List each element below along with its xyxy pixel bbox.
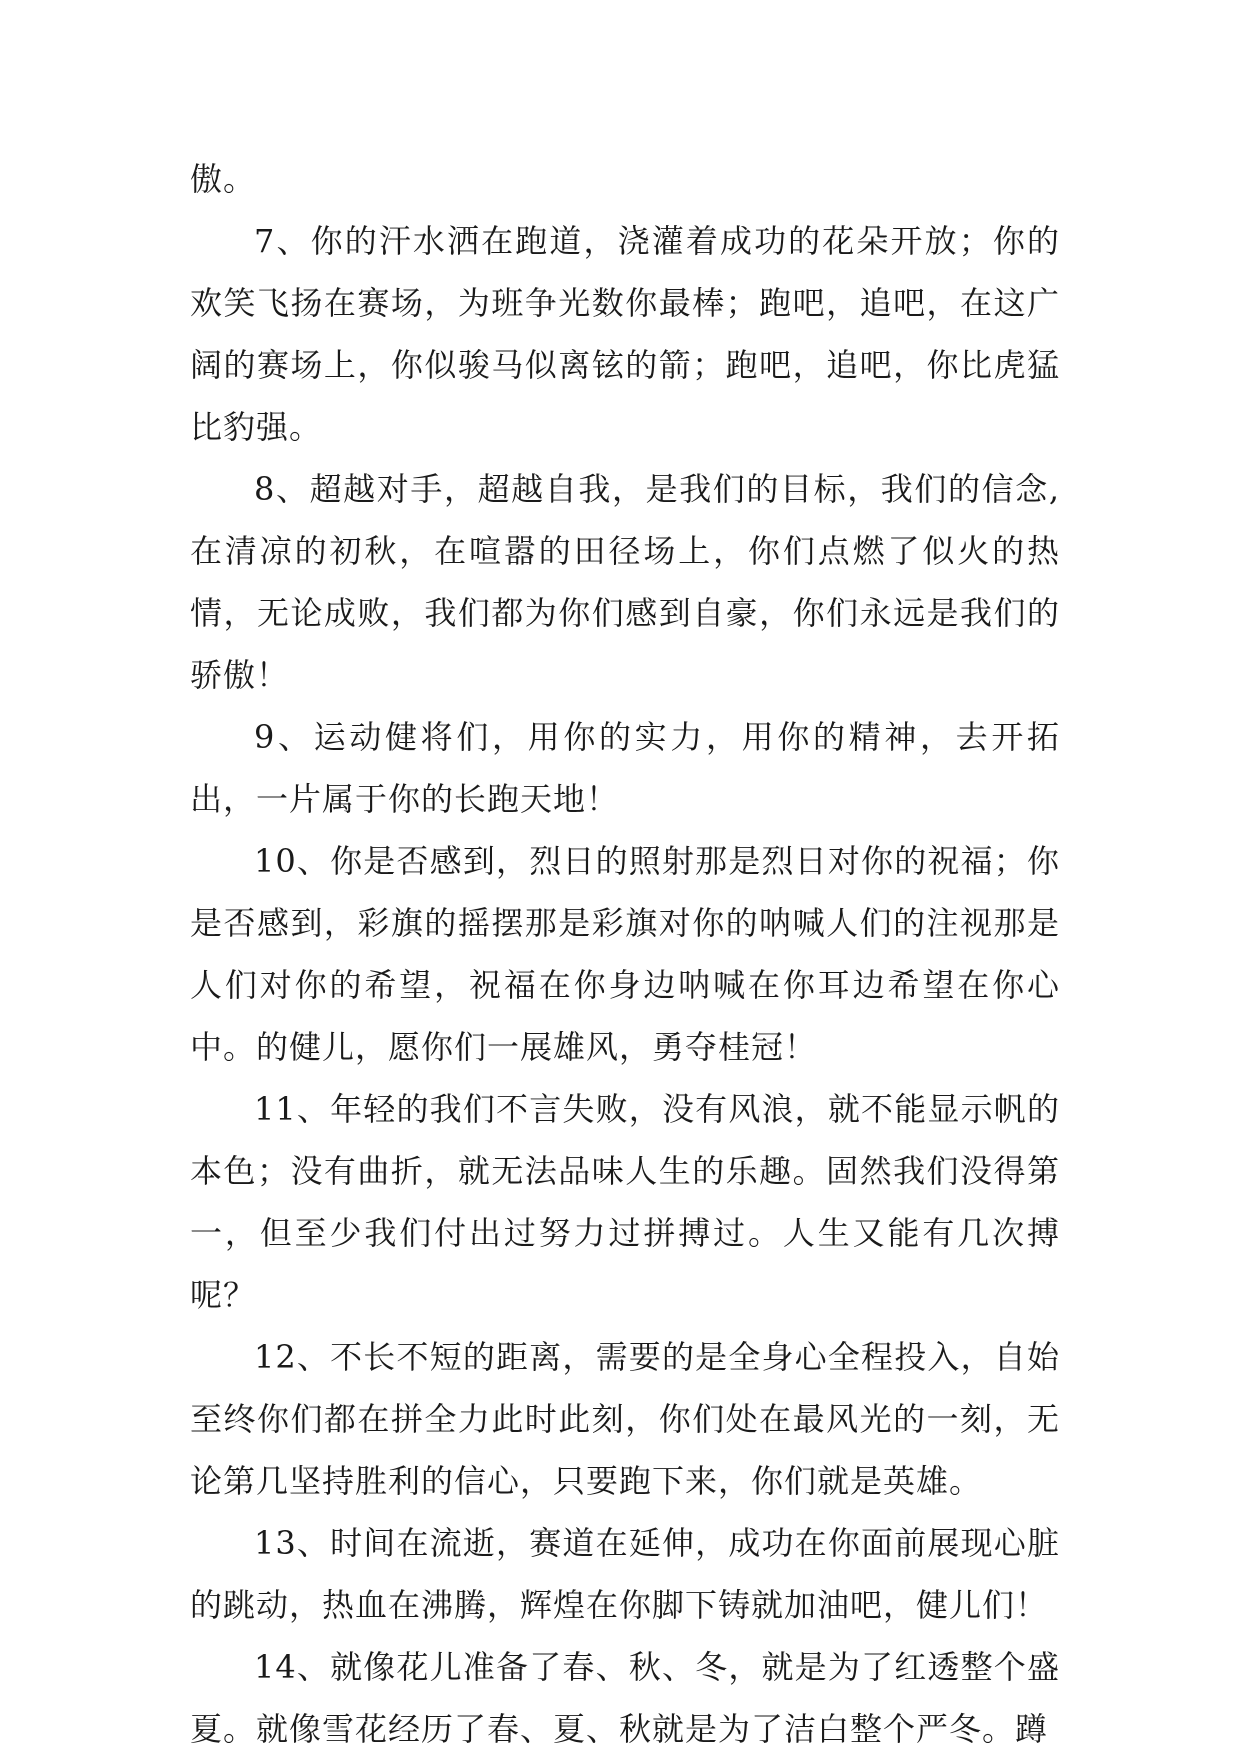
paragraph-item-10: 10、你是否感到，烈日的照射那是烈日对你的祝福；你是否感到，彩旗的摇摆那是彩旗对你的呐喊人们的注视那是人们对你的希望，祝福在你身边呐喊在你耳边希望在你心中。的健儿，愿你们一展雄风，勇夺桂冠！ [190, 842, 1060, 1066]
paragraph-item-9: 9、运动健将们，用你的实力，用你的精神，去开拓出，一片属于你的长跑天地！ [190, 718, 1060, 818]
document-body [190, 148, 1060, 1760]
paragraph-item-12: 12、不长不短的距离，需要的是全身心全程投入，自始至终你们都在拼全力此时此刻，你们处在最风光的一刻，无论第几坚持胜利的信心，只要跑下来，你们就是英雄。 [190, 1338, 1060, 1500]
paragraph-continuation: 傲。 [190, 160, 257, 198]
paragraph-item-8: 8、超越对手，超越自我，是我们的目标，我们的信念,在清凉的初秋，在喧嚣的田径场上，你们点燃了似火的热情，无论成败，我们都为你们感到自豪，你们永远是我们的骄傲！ [190, 470, 1060, 694]
paragraph-item-13: 13、时间在流逝，赛道在延伸，成功在你面前展现心脏的跳动，热血在沸腾，辉煌在你脚下铸就加油吧，健儿们！ [190, 1524, 1060, 1624]
paragraph-item-7: 7、你的汗水洒在跑道，浇灌着成功的花朵开放；你的欢笑飞扬在赛场，为班争光数你最棒；跑吧，追吧，在这广阔的赛场上，你似骏马似离铉的箭；跑吧，追吧，你比虎猛比豹强。 [190, 222, 1060, 446]
paragraph-item-11: 11、年轻的我们不言失败，没有风浪，就不能显示帆的本色；没有曲折，就无法品味人生的乐趣。固然我们没得第一，但至少我们付出过努力过拼搏过。人生又能有几次搏呢？ [190, 1090, 1060, 1314]
paragraph-item-14: 14、就像花儿准备了春、秋、冬，就是为了红透整个盛夏。就像雪花经历了春、夏、秋就是为了洁白整个严冬。蹲 [190, 1648, 1060, 1748]
